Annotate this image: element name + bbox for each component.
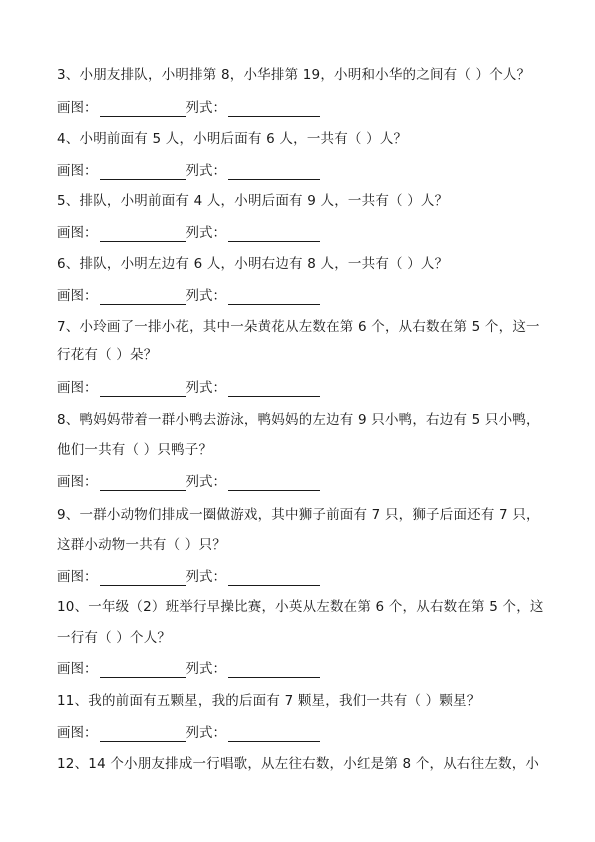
question-8-text-line-1: 8、鸭妈妈带着一群小鸭去游泳，鸭妈妈的左边有 9 只小鸭，右边有 5 只小鸭， bbox=[57, 412, 540, 428]
formula-label: 列式： bbox=[185, 474, 226, 490]
question-5-answer-row bbox=[57, 224, 320, 242]
formula-label: 列式： bbox=[185, 569, 226, 585]
draw-label: 画图： bbox=[57, 225, 98, 241]
question-9-text-line-1: 9、一群小动物们排成一圈做游戏，其中狮子前面有 7 只，狮子后面还有 7 只， bbox=[57, 507, 540, 523]
question-4-answer-row bbox=[57, 162, 320, 180]
draw-blank[interactable] bbox=[100, 227, 186, 242]
formula-label: 列式： bbox=[185, 380, 226, 396]
question-8-text-line-2: 他们一共有（ ）只鸭子？ bbox=[57, 442, 213, 458]
question-5-text: 5、排队，小明前面有 4 人，小明后面有 9 人，一共有（ ）人？ bbox=[57, 193, 449, 209]
draw-blank[interactable] bbox=[100, 663, 186, 678]
question-7-text-line-1: 7、小玲画了一排小花，其中一朵黄花从左数在第 6 个，从右数在第 5 个，这一 bbox=[57, 319, 540, 335]
question-7-text-line-2: 行花有（ ）朵？ bbox=[57, 347, 158, 363]
question-8-answer-row bbox=[57, 473, 320, 491]
formula-blank[interactable] bbox=[228, 290, 320, 305]
formula-label: 列式： bbox=[185, 225, 226, 241]
formula-label: 列式： bbox=[185, 163, 226, 179]
formula-blank[interactable] bbox=[228, 102, 320, 117]
draw-label: 画图： bbox=[57, 569, 98, 585]
question-10-text-line-1: 10、一年级（2）班举行早操比赛，小英从左数在第 6 个，从右数在第 5 个，这 bbox=[57, 599, 544, 615]
question-4-text: 4、小明前面有 5 人，小明后面有 6 人，一共有（ ）人？ bbox=[57, 131, 408, 147]
draw-blank[interactable] bbox=[100, 290, 186, 305]
question-6-text: 6、排队，小明左边有 6 人，小明右边有 8 人，一共有（ ）人？ bbox=[57, 256, 449, 272]
draw-label: 画图： bbox=[57, 725, 98, 741]
question-9-text-line-2: 这群小动物一共有（ ）只？ bbox=[57, 537, 226, 553]
formula-label: 列式： bbox=[185, 725, 226, 741]
question-7-answer-row bbox=[57, 379, 320, 397]
formula-blank[interactable] bbox=[228, 382, 320, 397]
draw-label: 画图： bbox=[57, 163, 98, 179]
question-3-answer-row bbox=[57, 99, 320, 117]
question-9-answer-row bbox=[57, 568, 320, 586]
formula-label: 列式： bbox=[185, 288, 226, 304]
draw-blank[interactable] bbox=[100, 571, 186, 586]
question-10-answer-row bbox=[57, 660, 320, 678]
formula-label: 列式： bbox=[185, 100, 226, 116]
draw-label: 画图： bbox=[57, 288, 98, 304]
draw-blank[interactable] bbox=[100, 727, 186, 742]
draw-blank[interactable] bbox=[100, 165, 186, 180]
question-6-answer-row bbox=[57, 287, 320, 305]
draw-blank[interactable] bbox=[100, 476, 186, 491]
formula-label: 列式： bbox=[185, 661, 226, 677]
question-11-answer-row bbox=[57, 724, 320, 742]
question-12-text-line-1: 12、14 个小朋友排成一行唱歌，从左往右数，小红是第 8 个，从右往左数，小 bbox=[57, 756, 540, 772]
question-3-text: 3、小朋友排队，小明排第 8，小华排第 19，小明和小华的之间有（ ）个人？ bbox=[57, 67, 531, 83]
draw-label: 画图： bbox=[57, 661, 98, 677]
draw-label: 画图： bbox=[57, 100, 98, 116]
formula-blank[interactable] bbox=[228, 571, 320, 586]
formula-blank[interactable] bbox=[228, 727, 320, 742]
formula-blank[interactable] bbox=[228, 165, 320, 180]
formula-blank[interactable] bbox=[228, 476, 320, 491]
question-10-text-line-2: 一行有（ ）个人？ bbox=[57, 630, 172, 646]
draw-label: 画图： bbox=[57, 380, 98, 396]
formula-blank[interactable] bbox=[228, 227, 320, 242]
draw-label: 画图： bbox=[57, 474, 98, 490]
draw-blank[interactable] bbox=[100, 382, 186, 397]
draw-blank[interactable] bbox=[100, 102, 186, 117]
formula-blank[interactable] bbox=[228, 663, 320, 678]
question-11-text: 11、我的前面有五颗星，我的后面有 7 颗星，我们一共有（ ）颗星？ bbox=[57, 693, 481, 709]
